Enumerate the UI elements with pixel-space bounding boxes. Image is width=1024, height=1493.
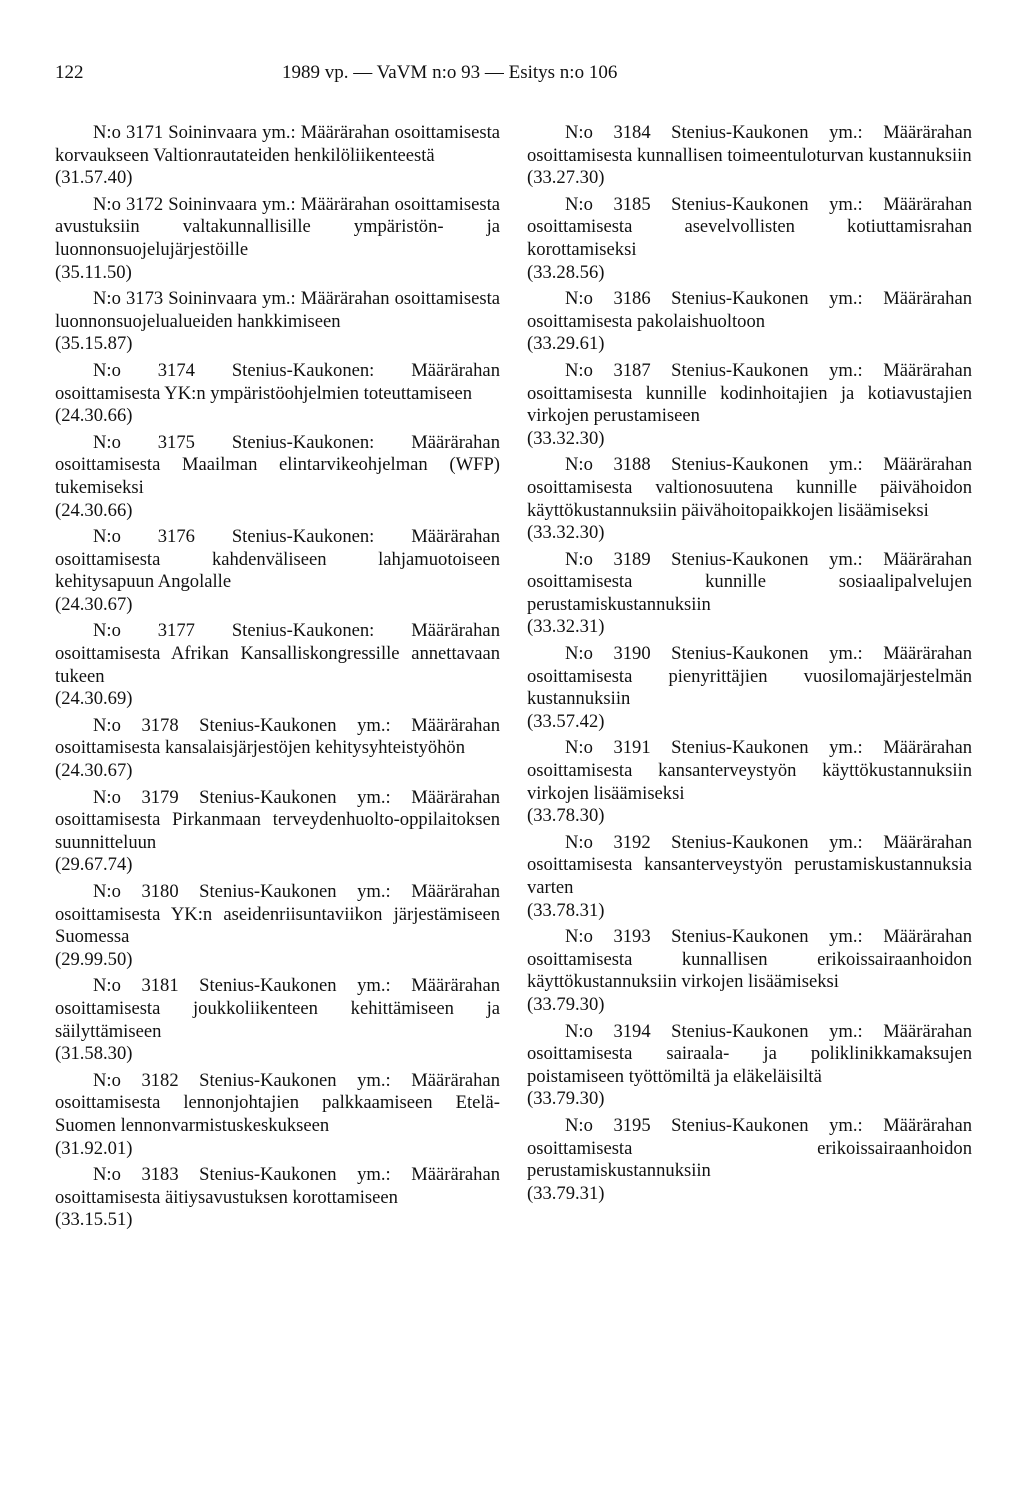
list-item bbox=[55, 360, 500, 428]
budget-item-code: (24.30.67) bbox=[55, 593, 133, 615]
list-item bbox=[527, 360, 972, 450]
entry-text: N:o 3171 Soininvaara ym.: Määrärahan osoittamisesta korvaukseen Valtionrautateiden henkilöliikenteestä bbox=[55, 122, 500, 166]
entry-text: N:o 3192 Stenius-Kaukonen ym.: Määrärahan osoittamisesta kansanterveystyön perustamiskustannuksia varten bbox=[527, 831, 972, 898]
list-item bbox=[527, 454, 972, 544]
budget-item-code: (33.27.30) bbox=[527, 167, 605, 189]
right-column bbox=[527, 122, 972, 1209]
budget-item-code: (35.11.50) bbox=[55, 261, 132, 283]
list-item bbox=[55, 288, 500, 356]
entry-text: N:o 3189 Stenius-Kaukonen ym.: Määrärahan osoittamisesta kunnille sosiaalipalvelujen perustamiskustannuksiin bbox=[527, 548, 972, 615]
list-item bbox=[55, 787, 500, 877]
entry-text: N:o 3184 Stenius-Kaukonen ym.: Määrärahan osoittamisesta kunnallisen toimeentuloturvan kustannuksiin bbox=[527, 122, 972, 166]
list-item bbox=[55, 122, 500, 190]
budget-item-code: (29.67.74) bbox=[55, 854, 133, 876]
budget-item-code: (33.28.56) bbox=[527, 261, 605, 283]
entry-text: N:o 3179 Stenius-Kaukonen ym.: Määrärahan osoittamisesta Pirkanmaan terveydenhuolto-oppilaitoksen suunnitteluun bbox=[55, 786, 500, 853]
budget-item-code: (33.32.31) bbox=[527, 616, 605, 638]
budget-item-code: (33.79.31) bbox=[527, 1182, 605, 1204]
list-item bbox=[55, 620, 500, 710]
running-header: 1989 vp. — VaVM n:o 93 — Esitys n:o 106 bbox=[282, 62, 618, 83]
entry-text: N:o 3195 Stenius-Kaukonen ym.: Määrärahan osoittamisesta erikoissairaanhoidon perustamiskustannuksiin bbox=[527, 1114, 972, 1182]
budget-item-code: (24.30.67) bbox=[55, 760, 133, 782]
list-item bbox=[527, 1021, 972, 1111]
list-item bbox=[55, 1164, 500, 1232]
entry-text: N:o 3193 Stenius-Kaukonen ym.: Määrärahan osoittamisesta kunnallisen erikoissairaanhoidon käyttökustannuksiin virkojen lisäämiseksi bbox=[527, 926, 972, 993]
list-item bbox=[55, 526, 500, 616]
list-item bbox=[527, 549, 972, 639]
budget-item-code: (33.78.30) bbox=[527, 805, 605, 827]
list-item bbox=[55, 432, 500, 522]
entry-text: N:o 3191 Stenius-Kaukonen ym.: Määrärahan osoittamisesta kansanterveystyön käyttökustannuksiin virkojen lisäämiseksi bbox=[527, 737, 972, 804]
entry-text: N:o 3181 Stenius-Kaukonen ym.: Määrärahan osoittamisesta joukkoliikenteen kehittämiseen ja säilyttämiseen bbox=[55, 975, 500, 1042]
budget-item-code: (33.29.61) bbox=[527, 333, 605, 355]
budget-item-code: (33.57.42) bbox=[527, 710, 605, 732]
entry-text: N:o 3183 Stenius-Kaukonen ym.: Määrärahan osoittamisesta äitiysavustuksen korottamiseen bbox=[55, 1164, 500, 1208]
list-item bbox=[55, 1070, 500, 1160]
list-item bbox=[55, 881, 500, 971]
entry-text: N:o 3172 Soininvaara ym.: Määrärahan osoittamisesta avustuksiin valtakunnallisille ympäristön- ja luonnonsuojelujärjestöille bbox=[55, 193, 500, 260]
budget-item-code: (24.30.66) bbox=[55, 499, 133, 521]
budget-item-code: (31.92.01) bbox=[55, 1137, 133, 1159]
entry-text: N:o 3178 Stenius-Kaukonen ym.: Määrärahan osoittamisesta kansalaisjärjestöjen kehitysyhteistyöhön bbox=[55, 714, 500, 759]
left-column bbox=[55, 122, 500, 1236]
budget-item-code: (33.78.31) bbox=[527, 899, 605, 921]
list-item bbox=[527, 737, 972, 827]
entry-text: N:o 3185 Stenius-Kaukonen ym.: Määrärahan osoittamisesta asevelvollisten kotiuttamisrahan korottamiseksi bbox=[527, 193, 972, 260]
entry-text: N:o 3182 Stenius-Kaukonen ym.: Määrärahan osoittamisesta lennonjohtajien palkkaamiseen Etelä-Suomen lennonvarmistuskeskukseen bbox=[55, 1069, 500, 1136]
list-item bbox=[527, 194, 972, 284]
budget-item-code: (33.32.30) bbox=[527, 427, 605, 449]
list-item bbox=[55, 975, 500, 1065]
list-item bbox=[527, 288, 972, 356]
entry-text: N:o 3174 Stenius-Kaukonen: Määrärahan osoittamisesta YK:n ympäristöohjelmien toteuttamiseen bbox=[55, 359, 500, 404]
list-item bbox=[527, 1115, 972, 1205]
page-number: 122 bbox=[55, 62, 84, 83]
entry-text: N:o 3190 Stenius-Kaukonen ym.: Määrärahan osoittamisesta pienyrittäjien vuosilomajärjestelmän kustannuksiin bbox=[527, 643, 972, 710]
entry-text: N:o 3188 Stenius-Kaukonen ym.: Määrärahan osoittamisesta valtionosuutena kunnille päivähoidon käyttökustannuksiin päivähoitopaikkojen lisäämiseksi bbox=[527, 454, 972, 521]
budget-item-code: (24.30.66) bbox=[55, 405, 133, 427]
entry-text: N:o 3180 Stenius-Kaukonen ym.: Määrärahan osoittamisesta YK:n aseidenriisuntaviikon järjestämiseen Suomessa bbox=[55, 881, 500, 948]
budget-item-code: (24.30.69) bbox=[55, 688, 133, 710]
list-item bbox=[527, 926, 972, 1016]
entry-text: N:o 3173 Soininvaara ym.: Määrärahan osoittamisesta luonnonsuojelualueiden hankkimiseen bbox=[55, 288, 500, 332]
list-item bbox=[527, 643, 972, 733]
budget-item-code: (33.32.30) bbox=[527, 522, 605, 544]
budget-item-code: (33.79.30) bbox=[527, 993, 605, 1015]
entry-text: N:o 3187 Stenius-Kaukonen ym.: Määrärahan osoittamisesta kunnille kodinhoitajien ja kotiavustajien virkojen perustamiseen bbox=[527, 359, 972, 427]
budget-item-code: (29.99.50) bbox=[55, 948, 133, 970]
entry-text: N:o 3176 Stenius-Kaukonen: Määrärahan osoittamisesta kahdenväliseen lahjamuotoiseen kehitysapuun Angolalle bbox=[55, 526, 500, 593]
budget-item-code: (31.58.30) bbox=[55, 1043, 133, 1065]
entry-text: N:o 3177 Stenius-Kaukonen: Määrärahan osoittamisesta Afrikan Kansalliskongressille annettavaan tukeen bbox=[55, 620, 500, 687]
list-item bbox=[527, 832, 972, 922]
budget-item-code: (35.15.87) bbox=[55, 333, 133, 355]
list-item bbox=[527, 122, 972, 190]
entry-text: N:o 3186 Stenius-Kaukonen ym.: Määrärahan osoittamisesta pakolaishuoltoon bbox=[527, 288, 972, 332]
budget-item-code: (31.57.40) bbox=[55, 167, 133, 189]
entry-text: N:o 3175 Stenius-Kaukonen: Määrärahan osoittamisesta Maailman elintarvikeohjelman (WFP) tukemiseksi bbox=[55, 431, 500, 498]
budget-item-code: (33.15.51) bbox=[55, 1209, 133, 1231]
budget-item-code: (33.79.30) bbox=[527, 1088, 605, 1110]
list-item bbox=[55, 715, 500, 783]
entry-text: N:o 3194 Stenius-Kaukonen ym.: Määrärahan osoittamisesta sairaala- ja poliklinikkamaksujen poistamiseen työttömiltä ja eläkeläisiltä bbox=[527, 1020, 972, 1087]
list-item bbox=[55, 194, 500, 284]
